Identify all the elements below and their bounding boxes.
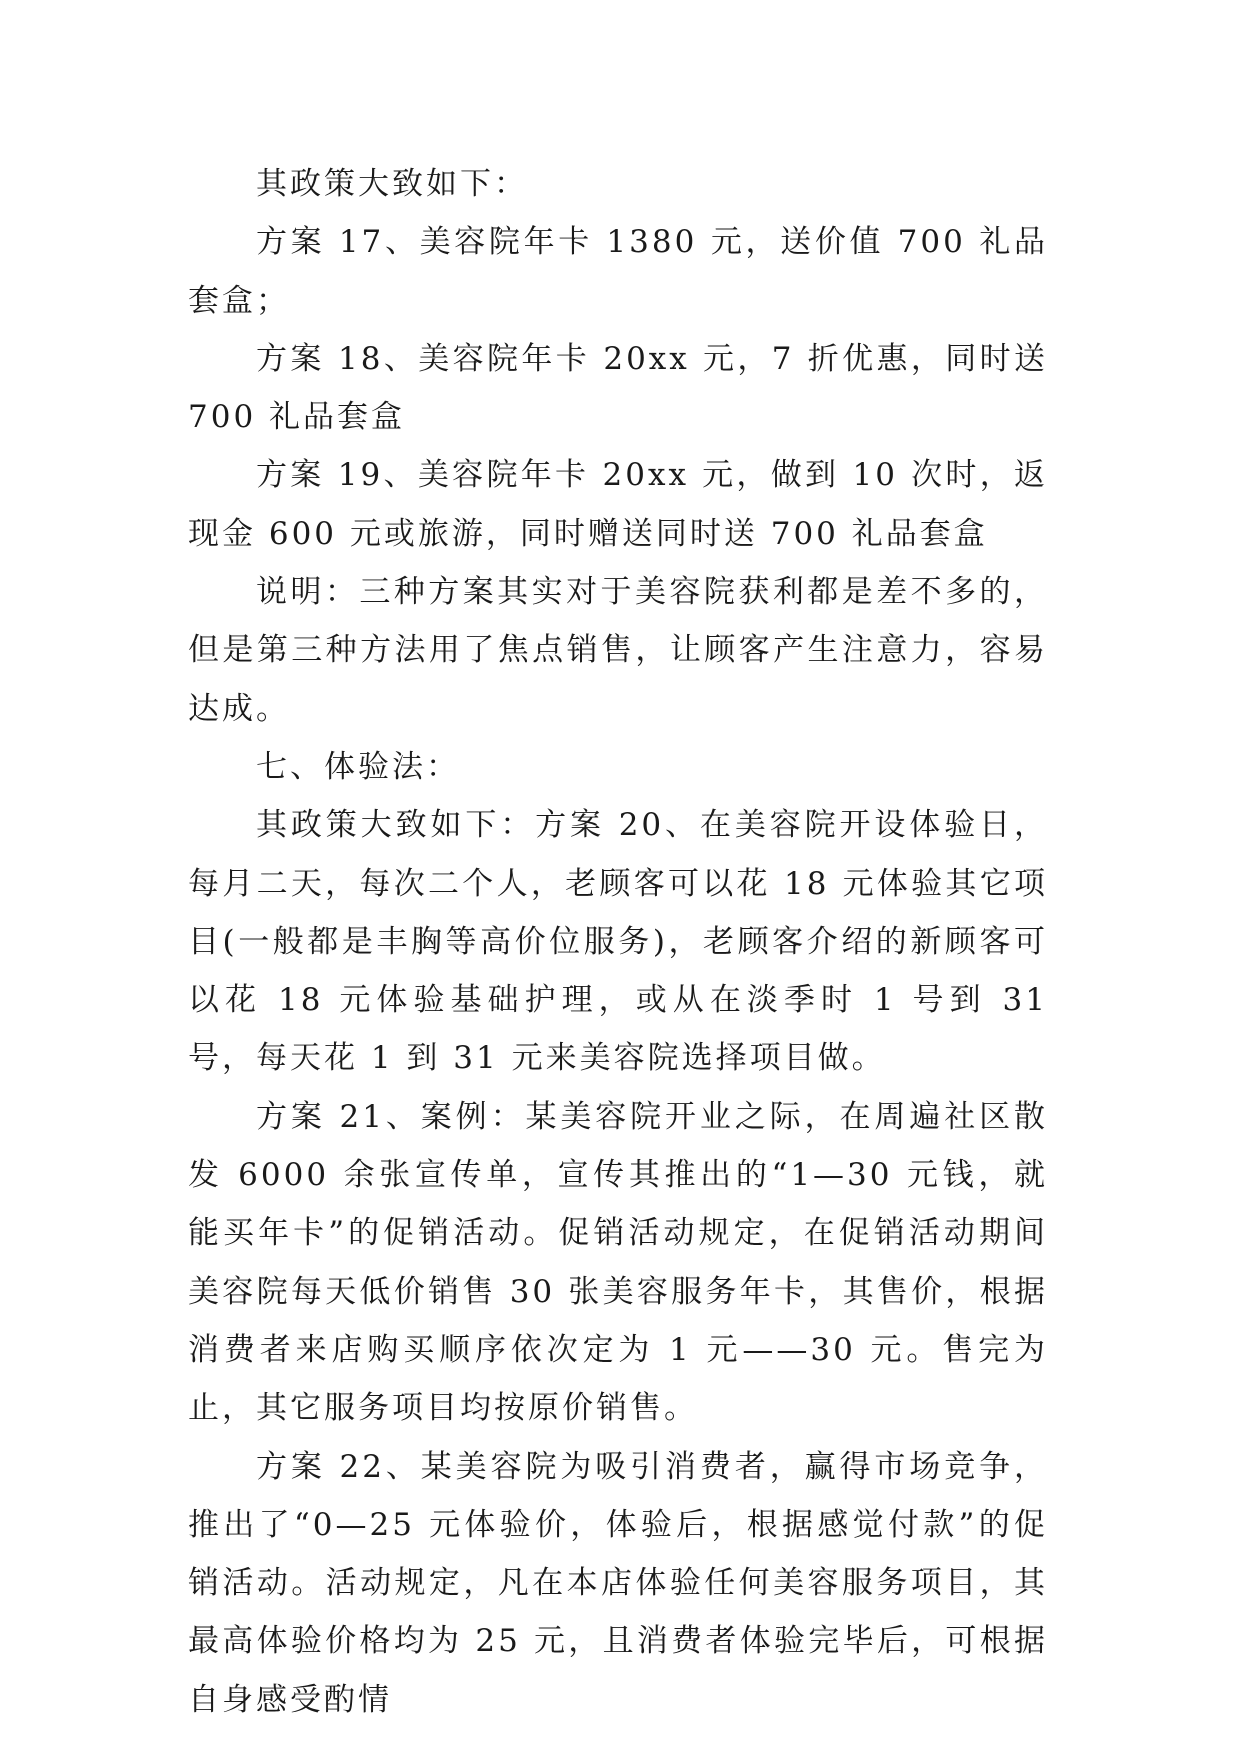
paragraph: 方案 18、美容院年卡 20xx 元，7 折优惠，同时送 700 礼品套盒 [188,340,1048,436]
paragraph: 方案 22、某美容院为吸引消费者，赢得市场竞争，推出了“0—25 元体验价，体验后，根据感觉付款”的促销活动。活动规定，凡在本店体验任何美容服务项目，其最高体验价格均为 25 元，且消费者体验完毕后，可根据自身感受酌情 [188,1448,1048,1718]
document-body [188,155,1048,1729]
paragraph: 说明：三种方案其实对于美容院获利都是差不多的，但是第三种方法用了焦点销售，让顾客产生注意力，容易达成。 [188,574,1048,727]
paragraph: 方案 17、美容院年卡 1380 元，送价值 700 礼品套盒； [188,224,1048,319]
paragraph: 方案 19、美容院年卡 20xx 元，做到 10 次时，返现金 600 元或旅游，同时赠送同时送 700 礼品套盒 [188,457,1048,552]
section-heading: 七、体验法： [256,748,460,785]
paragraph: 方案 21、案例：某美容院开业之际，在周遍社区散发 6000 余张宣传单，宣传其推出的“1—30 元钱，就能买年卡”的促销活动。促销活动规定，在促销活动期间美容院每天低价销售 30 张美容服务年卡，其售价，根据消费者来店购买顺序依次定为 1 元——30 元。售完为止，其它服务项目均按原价销售。 [188,1098,1048,1427]
paragraph: 其政策大致如下：方案 20、在美容院开设体验日，每月二天，每次二个人，老顾客可以花 18 元体验其它项目(一般都是丰胸等高价位服务)，老顾客介绍的新顾客可以花 18 元体验基础护理，或从在淡季时 1 号到 31 号，每天花 1 到 31 元来美容院选择项目做。 [188,807,1048,1077]
paragraph: 其政策大致如下： [256,166,528,202]
